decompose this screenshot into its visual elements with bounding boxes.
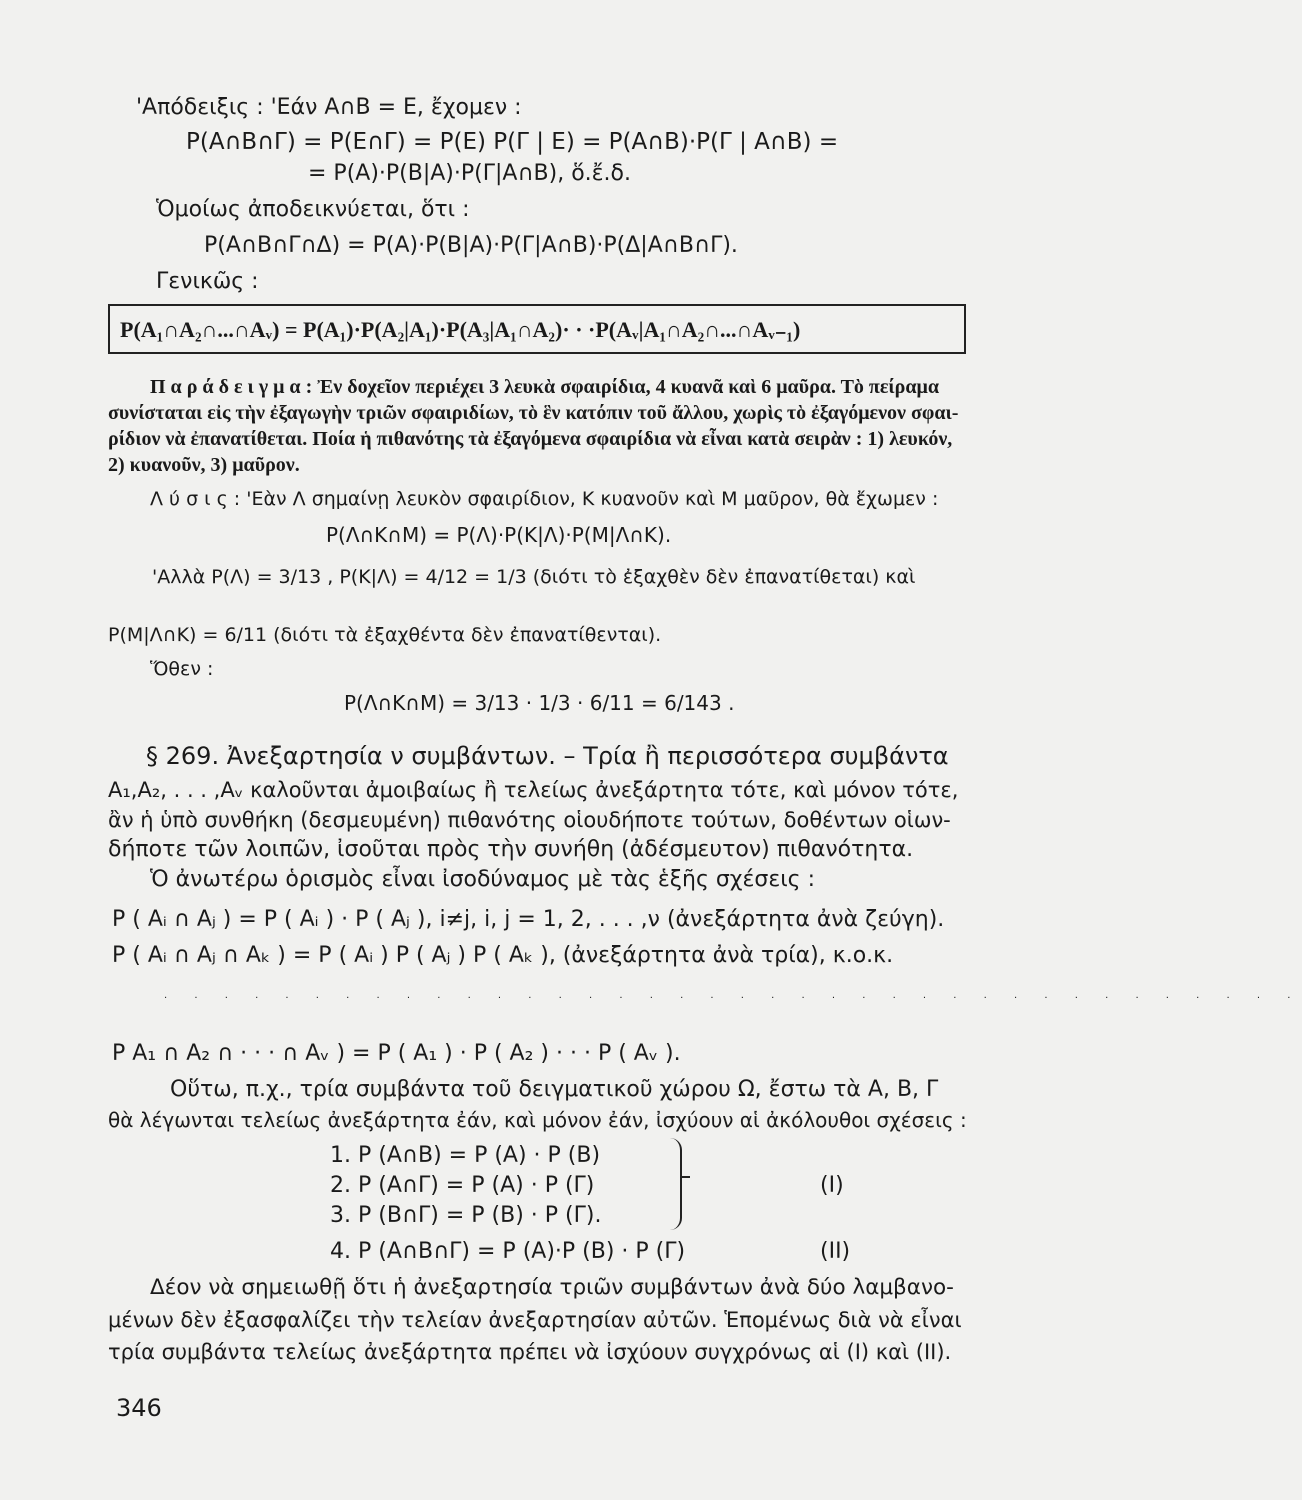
condition-line: 1. Ρ (Α∩Β) = Ρ (Α) · Ρ (Β)	[330, 1143, 601, 1168]
text-line: μένων δὲν ἐξασφαλίζει τὴν τελείαν ἀνεξαρτησίαν αὐτῶν. Ἑπομένως διὰ νὰ εἶναι	[108, 1308, 962, 1332]
example-line: ρίδιον νὰ ἐπανατίθεται. Ποία ἡ πιθανότης τὰ ἐξαγόμενα σφαιρίδια νὰ εἶναι κατὰ σειρὰν : 1) λευκόν,	[108, 428, 953, 450]
condition-line: 2. Ρ (Α∩Γ) = Ρ (Α) · Ρ (Γ)	[330, 1173, 595, 1198]
condition-line: 4. Ρ (Α∩Β∩Γ) = Ρ (Α)·Ρ (Β) · Ρ (Γ)	[330, 1239, 686, 1264]
ellipsis-line: . . . . . . . . . . . . . . . . . . . . . . . . . . . . . . . . . . . . . .	[164, 990, 1302, 1001]
brace-tip	[680, 1176, 690, 1190]
label-II: (ΙΙ)	[820, 1239, 851, 1264]
equation-line: Ρ ( Αᵢ ∩ Αⱼ ) = Ρ ( Αᵢ ) · Ρ ( Αⱼ ), i≠j, i, j = 1, 2, . . . ,ν (ἀνεξάρτητα ἀνὰ ζεύγη).	[112, 907, 945, 932]
section-heading: § 269. Ἀνεξαρτησία ν συμβάντων. – Τρία ἢ περισσότερα συμβάντα	[146, 742, 949, 770]
equation-line: Ρ(Λ∩Κ∩Μ) = 3/13 · 1/3 · 6/11 = 6/143 .	[344, 691, 735, 715]
text-line: θὰ λέγωνται τελείως ἀνεξάρτητα ἐάν, καὶ μόνον ἐάν, ἰσχύουν αἱ ἀκόλουθοι σχέσεις :	[108, 1108, 967, 1132]
general-formula: Ρ(Α₁∩Α₂∩...∩Αᵥ) = Ρ(Α₁)·Ρ(Α₂|Α₁)·Ρ(Α₃|Α₁∩Α₂)· · ·Ρ(Αᵥ|Α₁∩Α₂∩...∩Αᵥ₋₁)	[120, 317, 801, 342]
equation-line: 'Αλλὰ Ρ(Λ) = 3/13 , Ρ(Κ|Λ) = 4/12 = 1/3 (διότι τὸ ἐξαχθὲν δὲν ἐπανατίθεται) καὶ	[152, 566, 916, 588]
text-line: Ὁμοίως ἀποδεικνύεται, ὅτι :	[156, 197, 470, 222]
general-formula-box	[108, 304, 966, 354]
text-line: ἂν ἡ ὑπὸ συνθήκη (δεσμευμένη) πιθανότης οἱουδήποτε τούτων, δοθέντων οἱων-	[108, 808, 951, 832]
text-line: Γενικῶς :	[156, 269, 259, 294]
equation-line: Ρ(Λ∩Κ∩Μ) = Ρ(Λ)·Ρ(Κ|Λ)·Ρ(Μ|Λ∩Κ).	[326, 523, 672, 547]
solution-line: Λ ύ σ ι ς : 'Εὰν Λ σημαίνῃ λευκὸν σφαιρίδιον, Κ κυανοῦν καὶ Μ μαῦρον, θὰ ἔχωμεν :	[150, 488, 939, 510]
text-line: τρία συμβάντα τελείως ἀνεξάρτητα πρέπει νὰ ἰσχύουν συγχρόνως αἱ (Ι) καὶ (ΙΙ).	[108, 1340, 952, 1364]
example-line: Π α ρ ά δ ε ι γ μ α : Ἐν δοχεῖον περιέχει 3 λευκὰ σφαιρίδια, 4 κυανᾶ καὶ 6 μαῦρα. Τὸ πείραμα	[150, 376, 939, 398]
condition-line: 3. Ρ (Β∩Γ) = Ρ (Β) · Ρ (Γ).	[330, 1203, 602, 1228]
text-line: Α₁,Α₂, . . . ,Αᵥ καλοῦνται ἀμοιβαίως ἢ τελείως ἀνεξάρτητα τότε, καὶ μόνον τότε,	[108, 778, 959, 802]
curly-brace-icon	[660, 1138, 682, 1230]
text-line: Ὁ ἀνωτέρω ὁρισμὸς εἶναι ἰσοδύναμος μὲ τὰς ἑξῆς σχέσεις :	[150, 867, 815, 892]
equation-line: = Ρ(Α)·Ρ(Β|Α)·Ρ(Γ|Α∩Β), ὅ.ἔ.δ.	[308, 161, 632, 186]
text-line: Ὅθεν :	[150, 658, 214, 680]
equation-line: Ρ Α₁ ∩ Α₂ ∩ · · · ∩ Αᵥ ) = Ρ ( Α₁ ) · Ρ ( Α₂ ) · · · Ρ ( Αᵥ ).	[112, 1041, 681, 1066]
equation-line: Ρ(Μ|Λ∩Κ) = 6/11 (διότι τὰ ἐξαχθέντα δὲν ἐπανατίθενται).	[108, 624, 662, 646]
text-line: δήποτε τῶν λοιπῶν, ἰσοῦται πρὸς τὴν συνήθη (ἀδέσμευτον) πιθανότητα.	[108, 837, 914, 862]
proof-heading: 'Απόδειξις : 'Εάν Α∩Β = Ε, ἔχομεν :	[136, 95, 522, 120]
equation-line: Ρ(Α∩Β∩Γ∩Δ) = Ρ(Α)·Ρ(Β|Α)·Ρ(Γ|Α∩Β)·Ρ(Δ|Α∩Β∩Γ).	[204, 233, 738, 258]
equation-line: Ρ(Α∩Β∩Γ) = Ρ(Ε∩Γ) = Ρ(Ε) Ρ(Γ | Ε) = Ρ(Α∩Β)·Ρ(Γ | Α∩Β) =	[186, 129, 839, 155]
page-number: 346	[116, 1394, 162, 1422]
equation-line: Ρ ( Αᵢ ∩ Αⱼ ∩ Αₖ ) = Ρ ( Αᵢ ) Ρ ( Αⱼ ) Ρ ( Αₖ ), (ἀνεξάρτητα ἀνὰ τρία), κ.ο.κ.	[112, 943, 894, 968]
example-line: 2) κυανοῦν, 3) μαῦρον.	[108, 454, 300, 476]
label-I: (Ι)	[820, 1173, 844, 1198]
text-line: Δέον νὰ σημειωθῇ ὅτι ἡ ἀνεξαρτησία τριῶν συμβάντων ἀνὰ δύο λαμβανο-	[150, 1275, 954, 1300]
example-line: συνίσταται εἰς τὴν ἐξαγωγὴν τριῶν σφαιριδίων, τὸ ἓν κατόπιν τοῦ ἄλλου, χωρὶς τὸ ἐξαγόμενον σφαι-	[108, 402, 959, 424]
text-line: Οὕτω, π.χ., τρία συμβάντα τοῦ δειγματικοῦ χώρου Ω, ἔστω τὰ Α, Β, Γ	[170, 1077, 939, 1102]
